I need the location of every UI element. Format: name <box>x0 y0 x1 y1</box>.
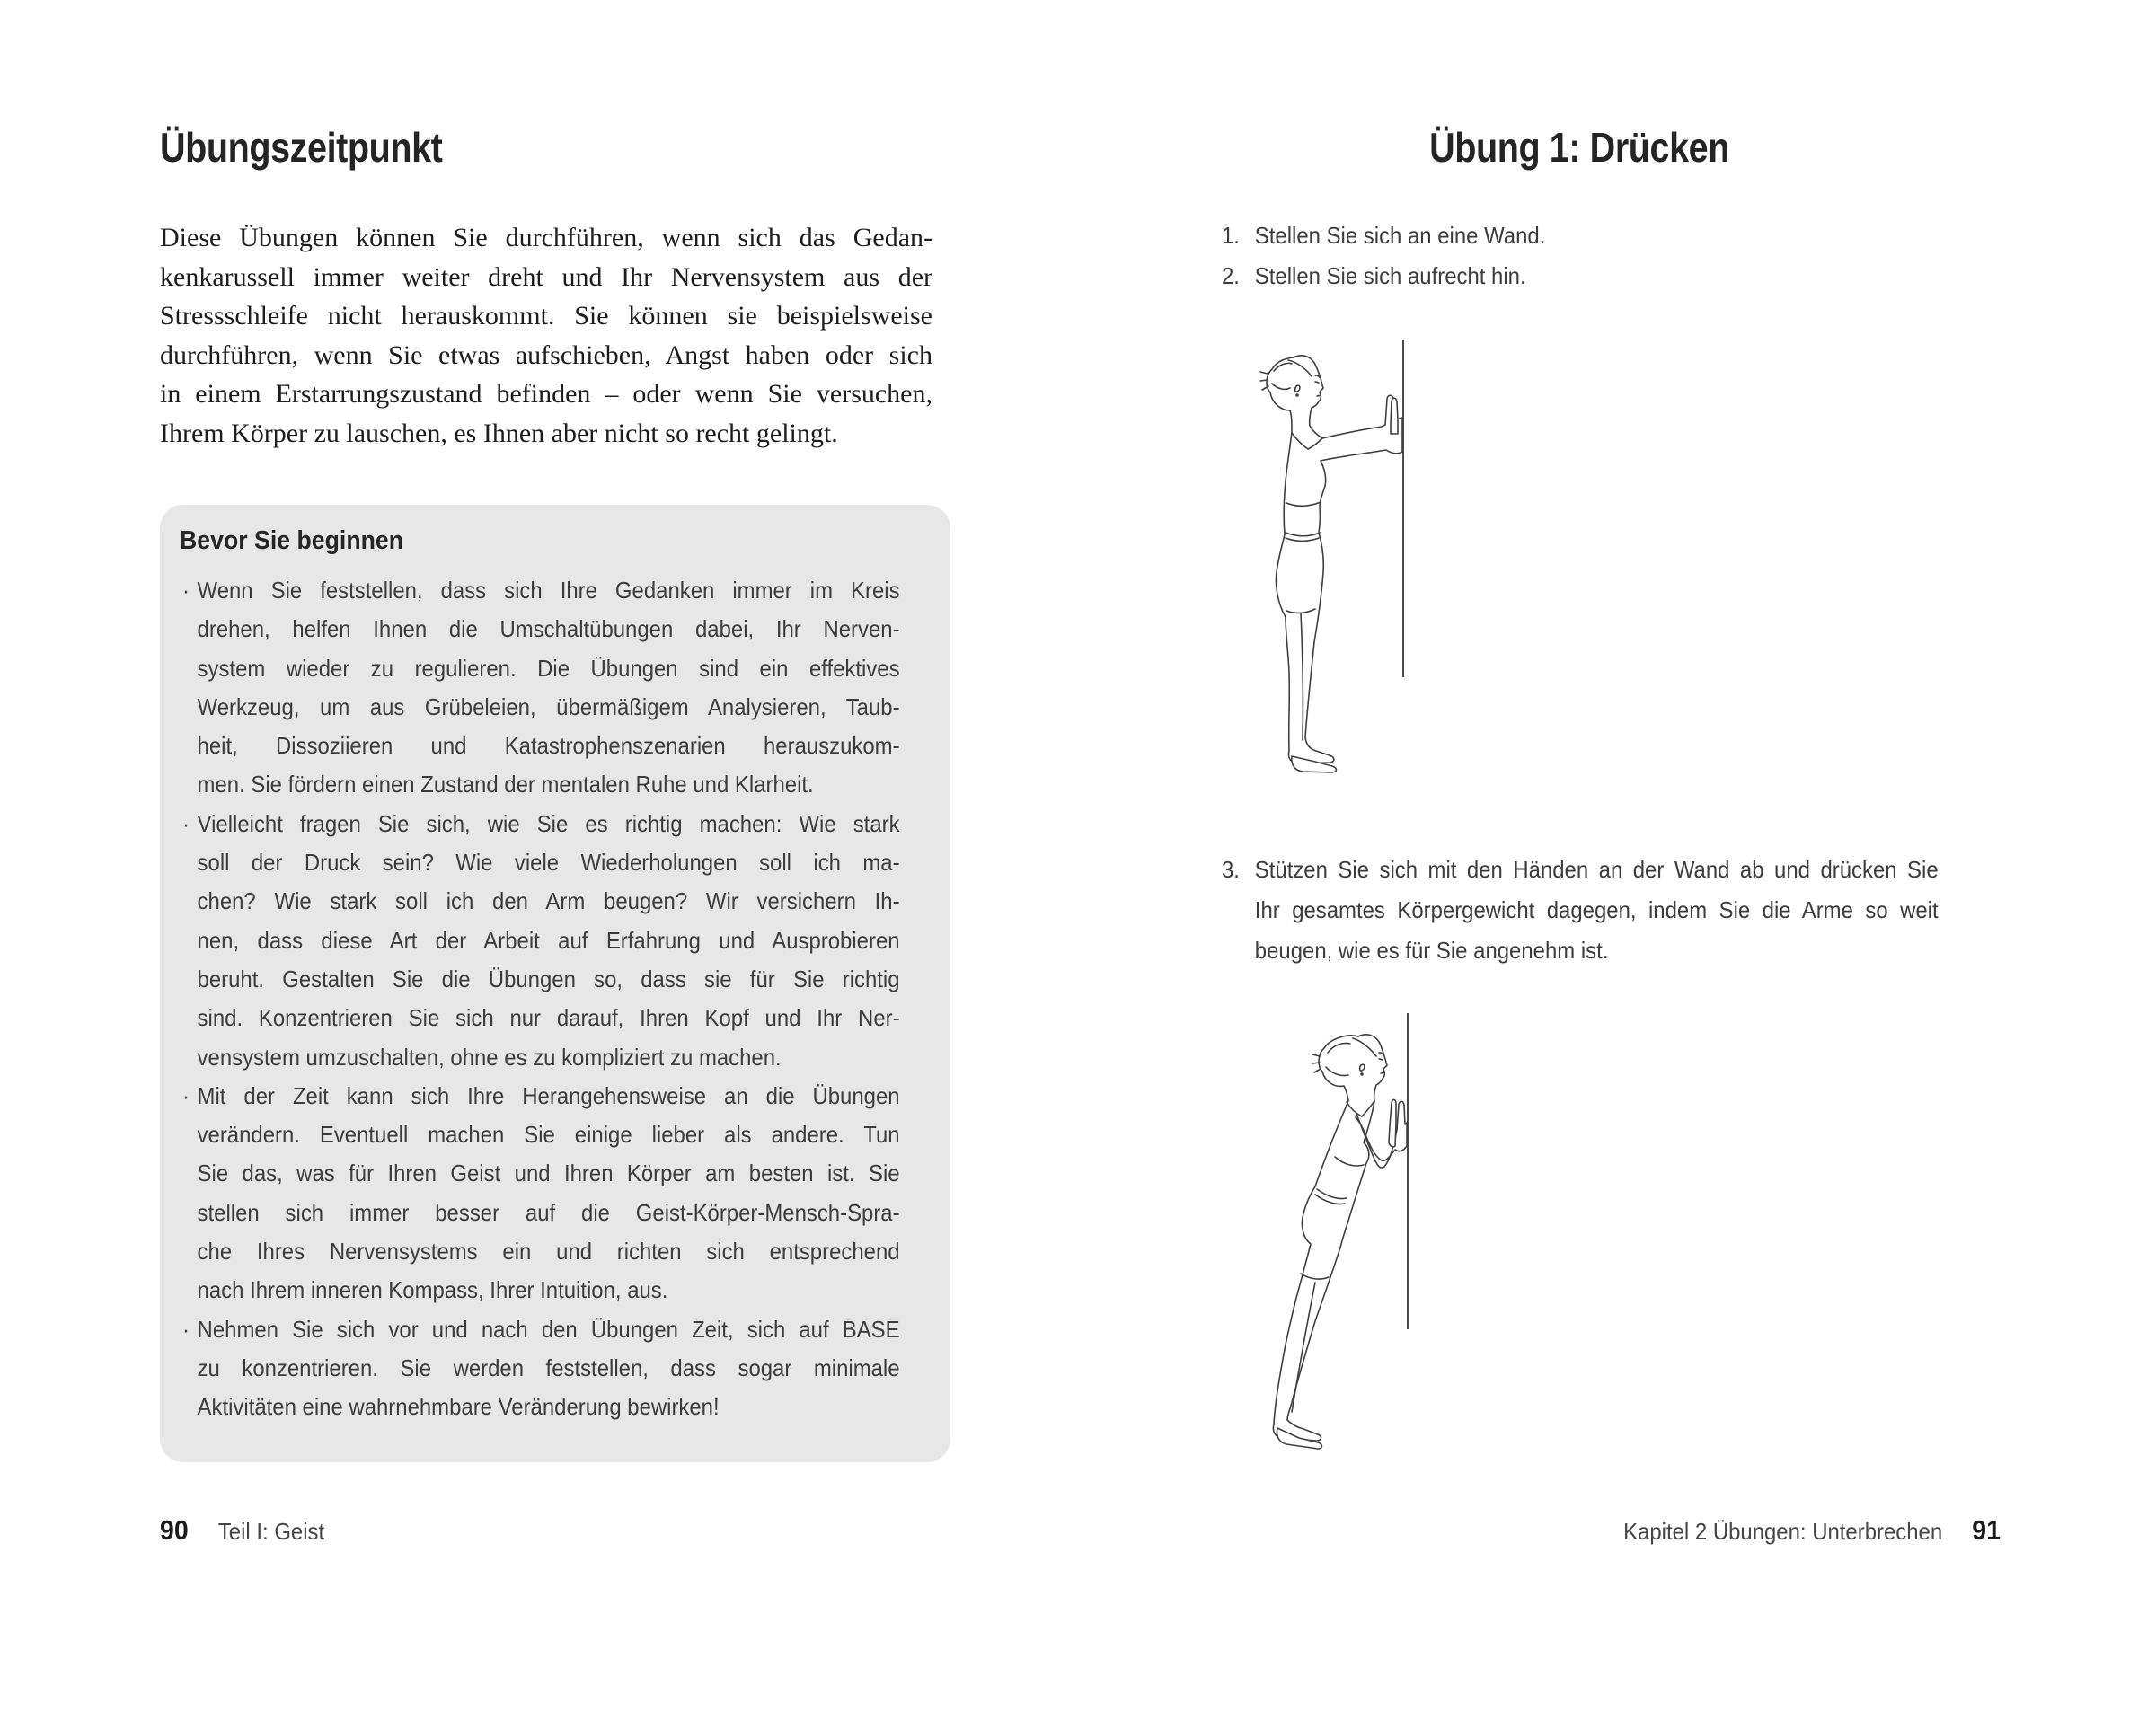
bullet-dot-icon: · <box>182 1315 190 1343</box>
list-item <box>182 571 900 805</box>
woman-standing-hands-on-wall-illustration <box>1233 334 1477 776</box>
woman-leaning-pushing-wall-illustration <box>1227 1011 1480 1476</box>
page-number: 91 <box>1972 1514 2001 1546</box>
step-1 <box>1222 216 1939 256</box>
figure-body <box>1267 356 1402 763</box>
step-text: Stellen Sie sich an eine Wand. <box>1254 222 1546 249</box>
left-page-footer <box>160 1514 324 1547</box>
page-number: 90 <box>160 1514 189 1546</box>
box-title: Bevor Sie beginnen <box>180 526 404 555</box>
bullet-text: Mit der Zeit kann sich Ihre Herangehensweise an die Übungen verändern. Eventuell machen Sie einige lieber als andere. Tun Sie das, was für Ihren Geist und Ihren Körper am besten ist. Sie stellen sich immer besser auf die Geist-Körper-Mensch-Spra- che Ihres Nervensystems ein und richten sich entsprechend nach Ihrem inneren Kompass, Ihrer Intuition, aus. <box>197 1081 900 1304</box>
bullet-text: Wenn Sie feststellen, dass sich Ihre Gedanken immer im Kreis drehen, helfen Ihnen die Umschaltübungen dabei, Ihr Nerven- system wieder zu regulieren. Die Übungen sind ein effektives Werkzeug, um aus Grübeleien, übermäßigem Analysieren, Taub- heit, Dissoziieren und Katastrophenszenarien herauszukom- men. Sie fördern einen Zustand der mentalen Ruhe und Klarheit. <box>197 577 900 798</box>
earring <box>1360 1072 1364 1076</box>
list-item <box>182 1310 900 1427</box>
far-hand <box>1391 398 1398 434</box>
figure-body <box>1273 1035 1387 1441</box>
step-number: 3. <box>1222 856 1240 883</box>
bullet-dot-icon: · <box>182 1081 190 1109</box>
section-label: Teil I: Geist <box>217 1518 325 1545</box>
step-text: Stellen Sie sich aufrecht hin. <box>1254 262 1526 289</box>
chapter-label: Kapitel 2 Übungen: Unterbrechen <box>1623 1518 1943 1545</box>
step-2 <box>1222 256 1939 296</box>
step-number: 1. <box>1222 222 1240 249</box>
step-3 <box>1222 850 1939 971</box>
list-item <box>182 805 900 1077</box>
step-number: 2. <box>1222 262 1240 289</box>
bullet-dot-icon: · <box>182 809 190 837</box>
earring <box>1295 393 1299 397</box>
list-item <box>182 1077 900 1310</box>
left-page-title: Übungszeitpunkt <box>160 124 443 171</box>
right-page-footer <box>1284 1514 2001 1547</box>
step-text: Stützen Sie sich mit den Händen an der Wand ab und drücken Sie Ihr gesamtes Körpergewicht dagegen, indem Sie die Arme so weit beugen, wie es für Sie angenehm ist. <box>1254 856 1939 964</box>
bullet-text: Nehmen Sie sich vor und nach den Übungen Zeit, sich auf BASE zu konzentrieren. Sie werden feststellen, dass sogar minimale Aktivitäten eine wahrnehmbare Veränderung bewirken! <box>197 1315 900 1421</box>
right-page-title: Übung 1: Drücken <box>1429 124 1730 171</box>
before-you-begin-box <box>160 505 950 1462</box>
box-bullet-list <box>182 571 900 1427</box>
far-hand <box>1389 1099 1396 1146</box>
intro-paragraph: Diese Übungen können Sie durchführen, wenn sich das Gedan- kenkarussell immer weiter dreht und Ihr Nervensystem aus der Stressschleife nicht herauskommt. Sie können sie beispielsweise durchführen, wenn Sie etwas aufschieben, Angst haben oder sich in einem Erstarrungszustand befinden – oder wenn Sie versuchen, Ihrem Körper zu lauschen, es Ihnen aber nicht so recht gelingt. <box>160 223 932 448</box>
exercise-steps <box>1222 216 1939 296</box>
bullet-text: Vielleicht fragen Sie sich, wie Sie es richtig machen: Wie stark soll der Druck sein? Wie viele Wiederholungen soll ich ma- chen? Wie stark soll ich den Arm beugen? Wir versichern Ih- nen, dass diese Art der Arbeit auf Erfahrung und Ausprobieren beruht. Gestalten Sie die Übungen so, dass sie für Sie richtig sind. Konzentrieren Sie sich nur darauf, Ihren Kopf und Ihr Ner- vensystem umzuschalten, ohne es zu kompliziert zu machen. <box>197 809 900 1071</box>
bullet-dot-icon: · <box>182 577 190 604</box>
